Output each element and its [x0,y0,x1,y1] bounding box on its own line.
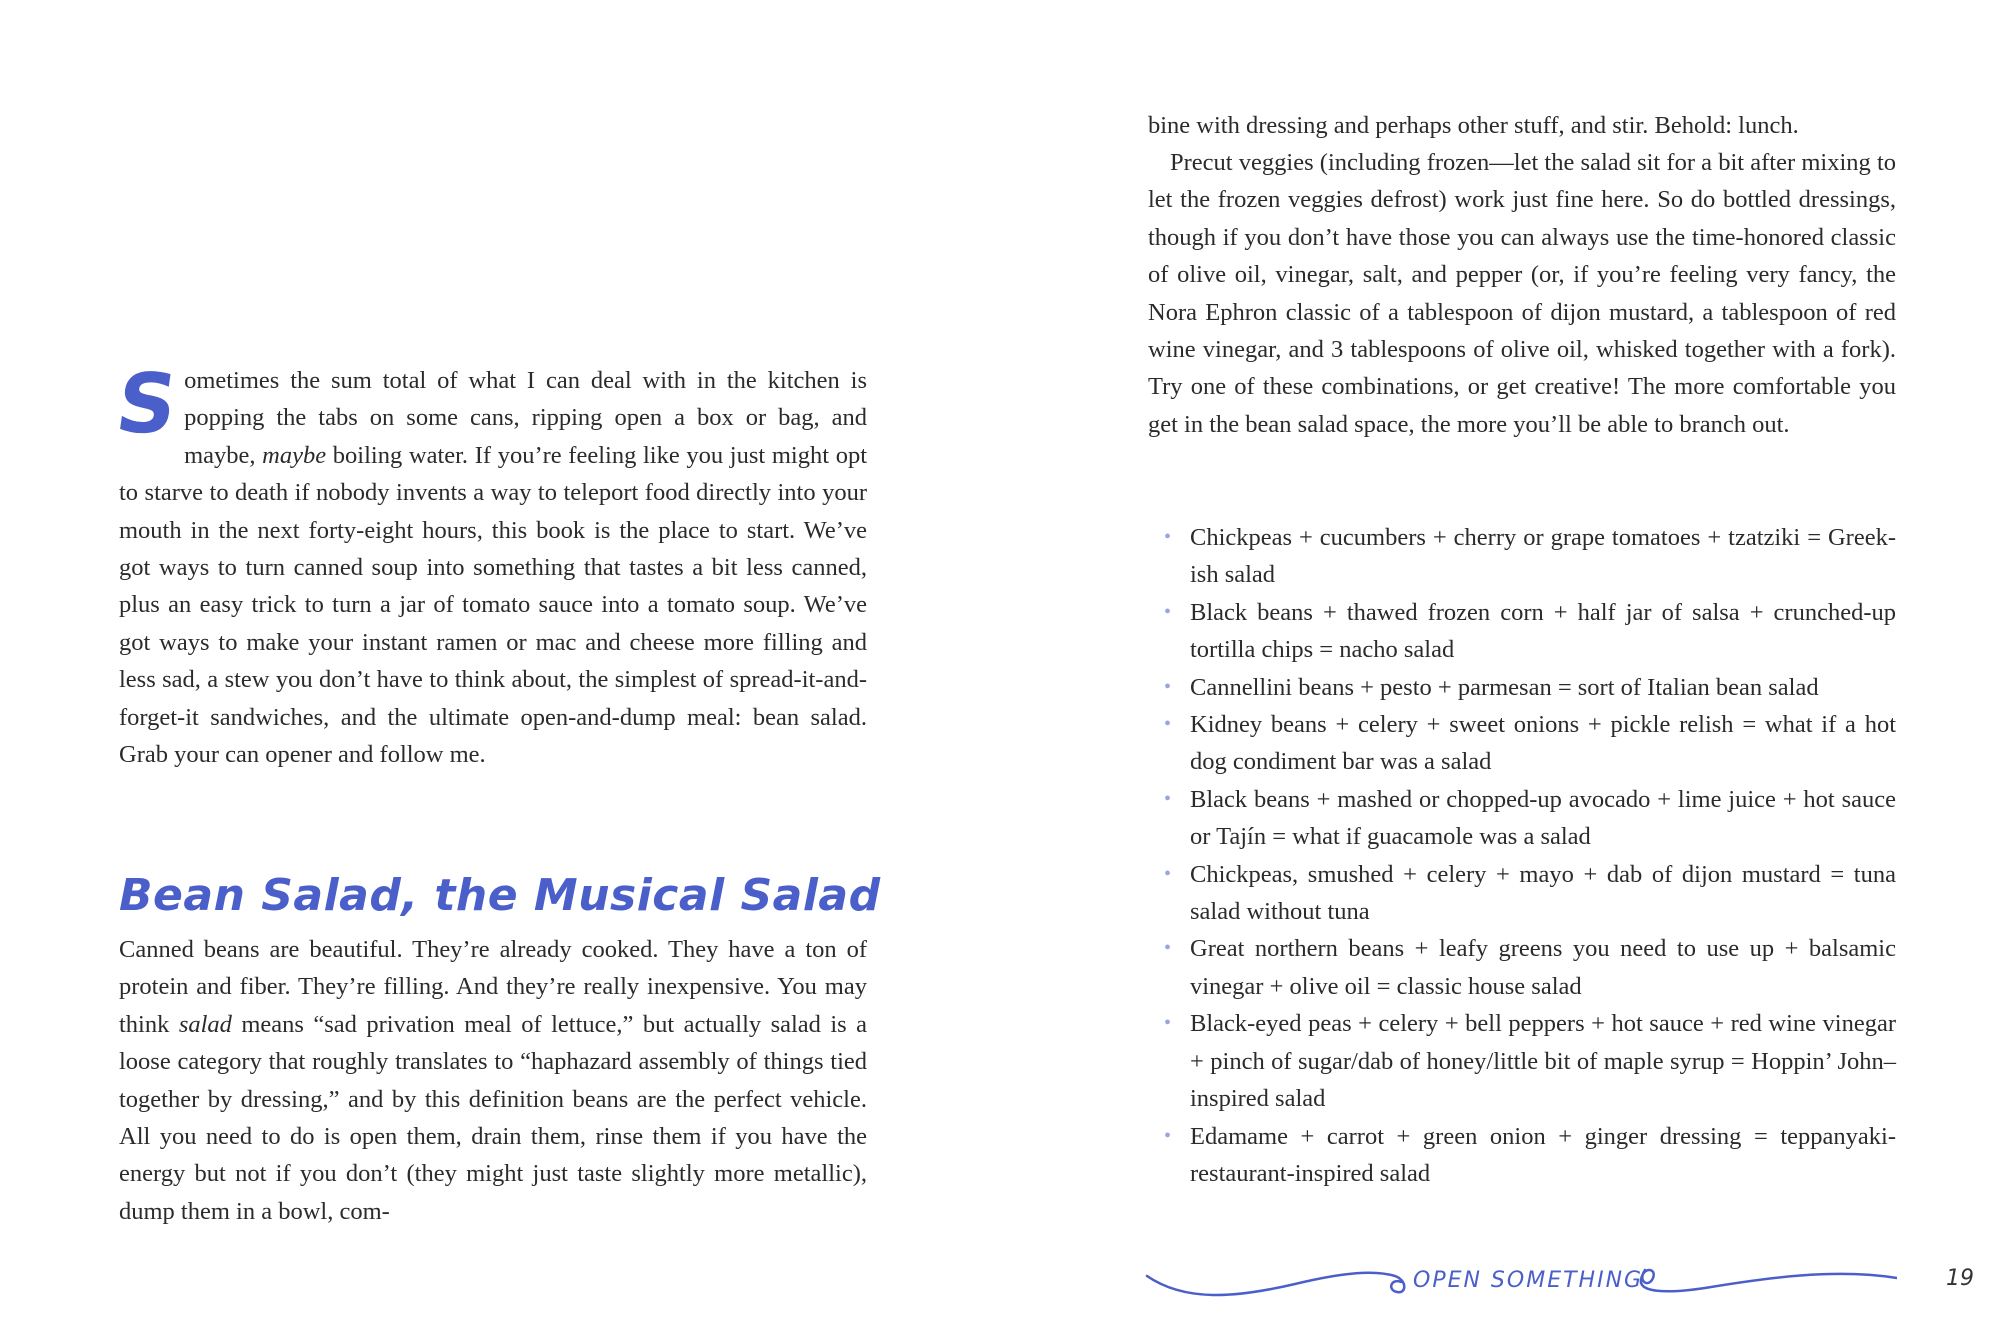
section-heading: Bean Salad, the Musical Salad [119,870,881,921]
bullet-icon: • [1164,675,1172,698]
body-emphasis: salad [178,1010,232,1038]
list-item: • Black beans + thawed frozen corn + half jar of salsa + crunched-up tortilla chips = nacho salad [1148,594,1896,669]
bullet-icon: • [1164,1012,1172,1035]
body-text-2: means “sad privation meal of lettuce,” but actually salad is a loose category that roughly translates to “haphazard assembly of things tied together by dressing,” and by this definition beans are the perfect vehicle. All you need to do is open them, drain them, rinse them if you have the energy but not if you don’t (they might just taste slightly more metallic), dump them in a bowl, com- [119,1010,868,1225]
list-item: • Great northern beans + leafy greens you need to use up + balsamic vinegar + olive oil = classic house salad [1148,930,1896,1005]
intro-text-1: ometimes the sum total of what I can deal with in the kitchen is popping the tabs on some cans, ripping open a box or bag, and maybe, [184,367,867,469]
intro-emphasis: maybe [262,441,327,469]
bullet-icon: • [1164,526,1172,548]
continued-paragraph: bine with dressing and perhaps other stuff, and stir. Behold: lunch. [1148,112,1799,139]
footer-label: OPEN SOMETHING [1413,1268,1644,1293]
list-item: • Black beans + mashed or chopped-up avocado + lime juice + hot sauce or Tajín = what if guacamole was a salad [1148,781,1896,856]
bean-salad-paragraph [119,931,867,1230]
bullet-icon: • [1164,600,1172,623]
list-item: • Chickpeas + cucumbers + cherry or grape tomatoes + tzatziki = Greek-ish salad [1148,519,1896,594]
body-text-1: Canned beans are beautiful. They’re already cooked. They have a ton of protein and fiber. They’re filling. And they’re really inexpensive. You may think [119,936,867,1038]
intro-paragraph [110,357,868,773]
bullet-icon: • [1164,1124,1172,1147]
bullet-icon: • [1164,937,1172,960]
bullet-icon: • [1164,862,1172,885]
salad-combo-list [1148,519,1896,1192]
drop-cap: S [110,357,183,452]
bullet-icon: • [1164,787,1172,810]
list-item: • Cannellini beans + pesto + parmesan = sort of Italian bean salad [1148,669,1896,706]
intro-text-2: boiling water. If you’re feeling like you just might opt to starve to death if nobody invents a way to teleport food directly into your mouth in the next forty-eight hours, this book is the place to start. We’ve got ways to turn canned soup into something that tastes a bit less canned, plus an easy trick to turn a jar of tomato sauce into a tomato soup. We’ve got ways to make your instant ramen or mac and cheese more filling and less sad, a stew you don’t have to think about, the simplest of spread-it-and-forget-it sandwiches, and the ultimate open-and-dump meal: bean salad. Grab your can opener and follow me. [119,441,868,769]
list-item: • Chickpeas, smushed + celery + mayo + dab of dijon mustard = tuna salad without tuna [1148,856,1896,931]
list-item: • Kidney beans + celery + sweet onions + pickle relish = what if a hot dog condiment bar was a salad [1148,706,1896,781]
list-item: • Edamame + carrot + green onion + ginger dressing = teppanyaki-restaurant-inspired salad [1148,1118,1896,1193]
page-number: 19 [1946,1266,1974,1291]
precut-veggies-paragraph: Precut veggies (including frozen—let the salad sit for a bit after mixing to let the frozen veggies defrost) work just fine here. So do bottled dressings, though if you don’t have those you can always use the time-honored classic of olive oil, vinegar, salt, and pepper (or, if you’re feeling very fancy, the Nora Ephron classic of a tablespoon of dijon mustard, a tablespoon of red wine vinegar, and 3 tablespoons of olive oil, whisked together with a fork). Try one of these combinations, or get creative! The more comfortable you get in the bean salad space, the more you’ll be able to branch out. [1148,149,1896,438]
list-item: • Black-eyed peas + celery + bell peppers + hot sauce + red wine vinegar + pinch of sugar/dab of honey/little bit of maple syrup = Hoppin’ John–inspired salad [1148,1005,1896,1117]
bullet-icon: • [1164,713,1172,736]
running-footer [1145,1262,1897,1306]
